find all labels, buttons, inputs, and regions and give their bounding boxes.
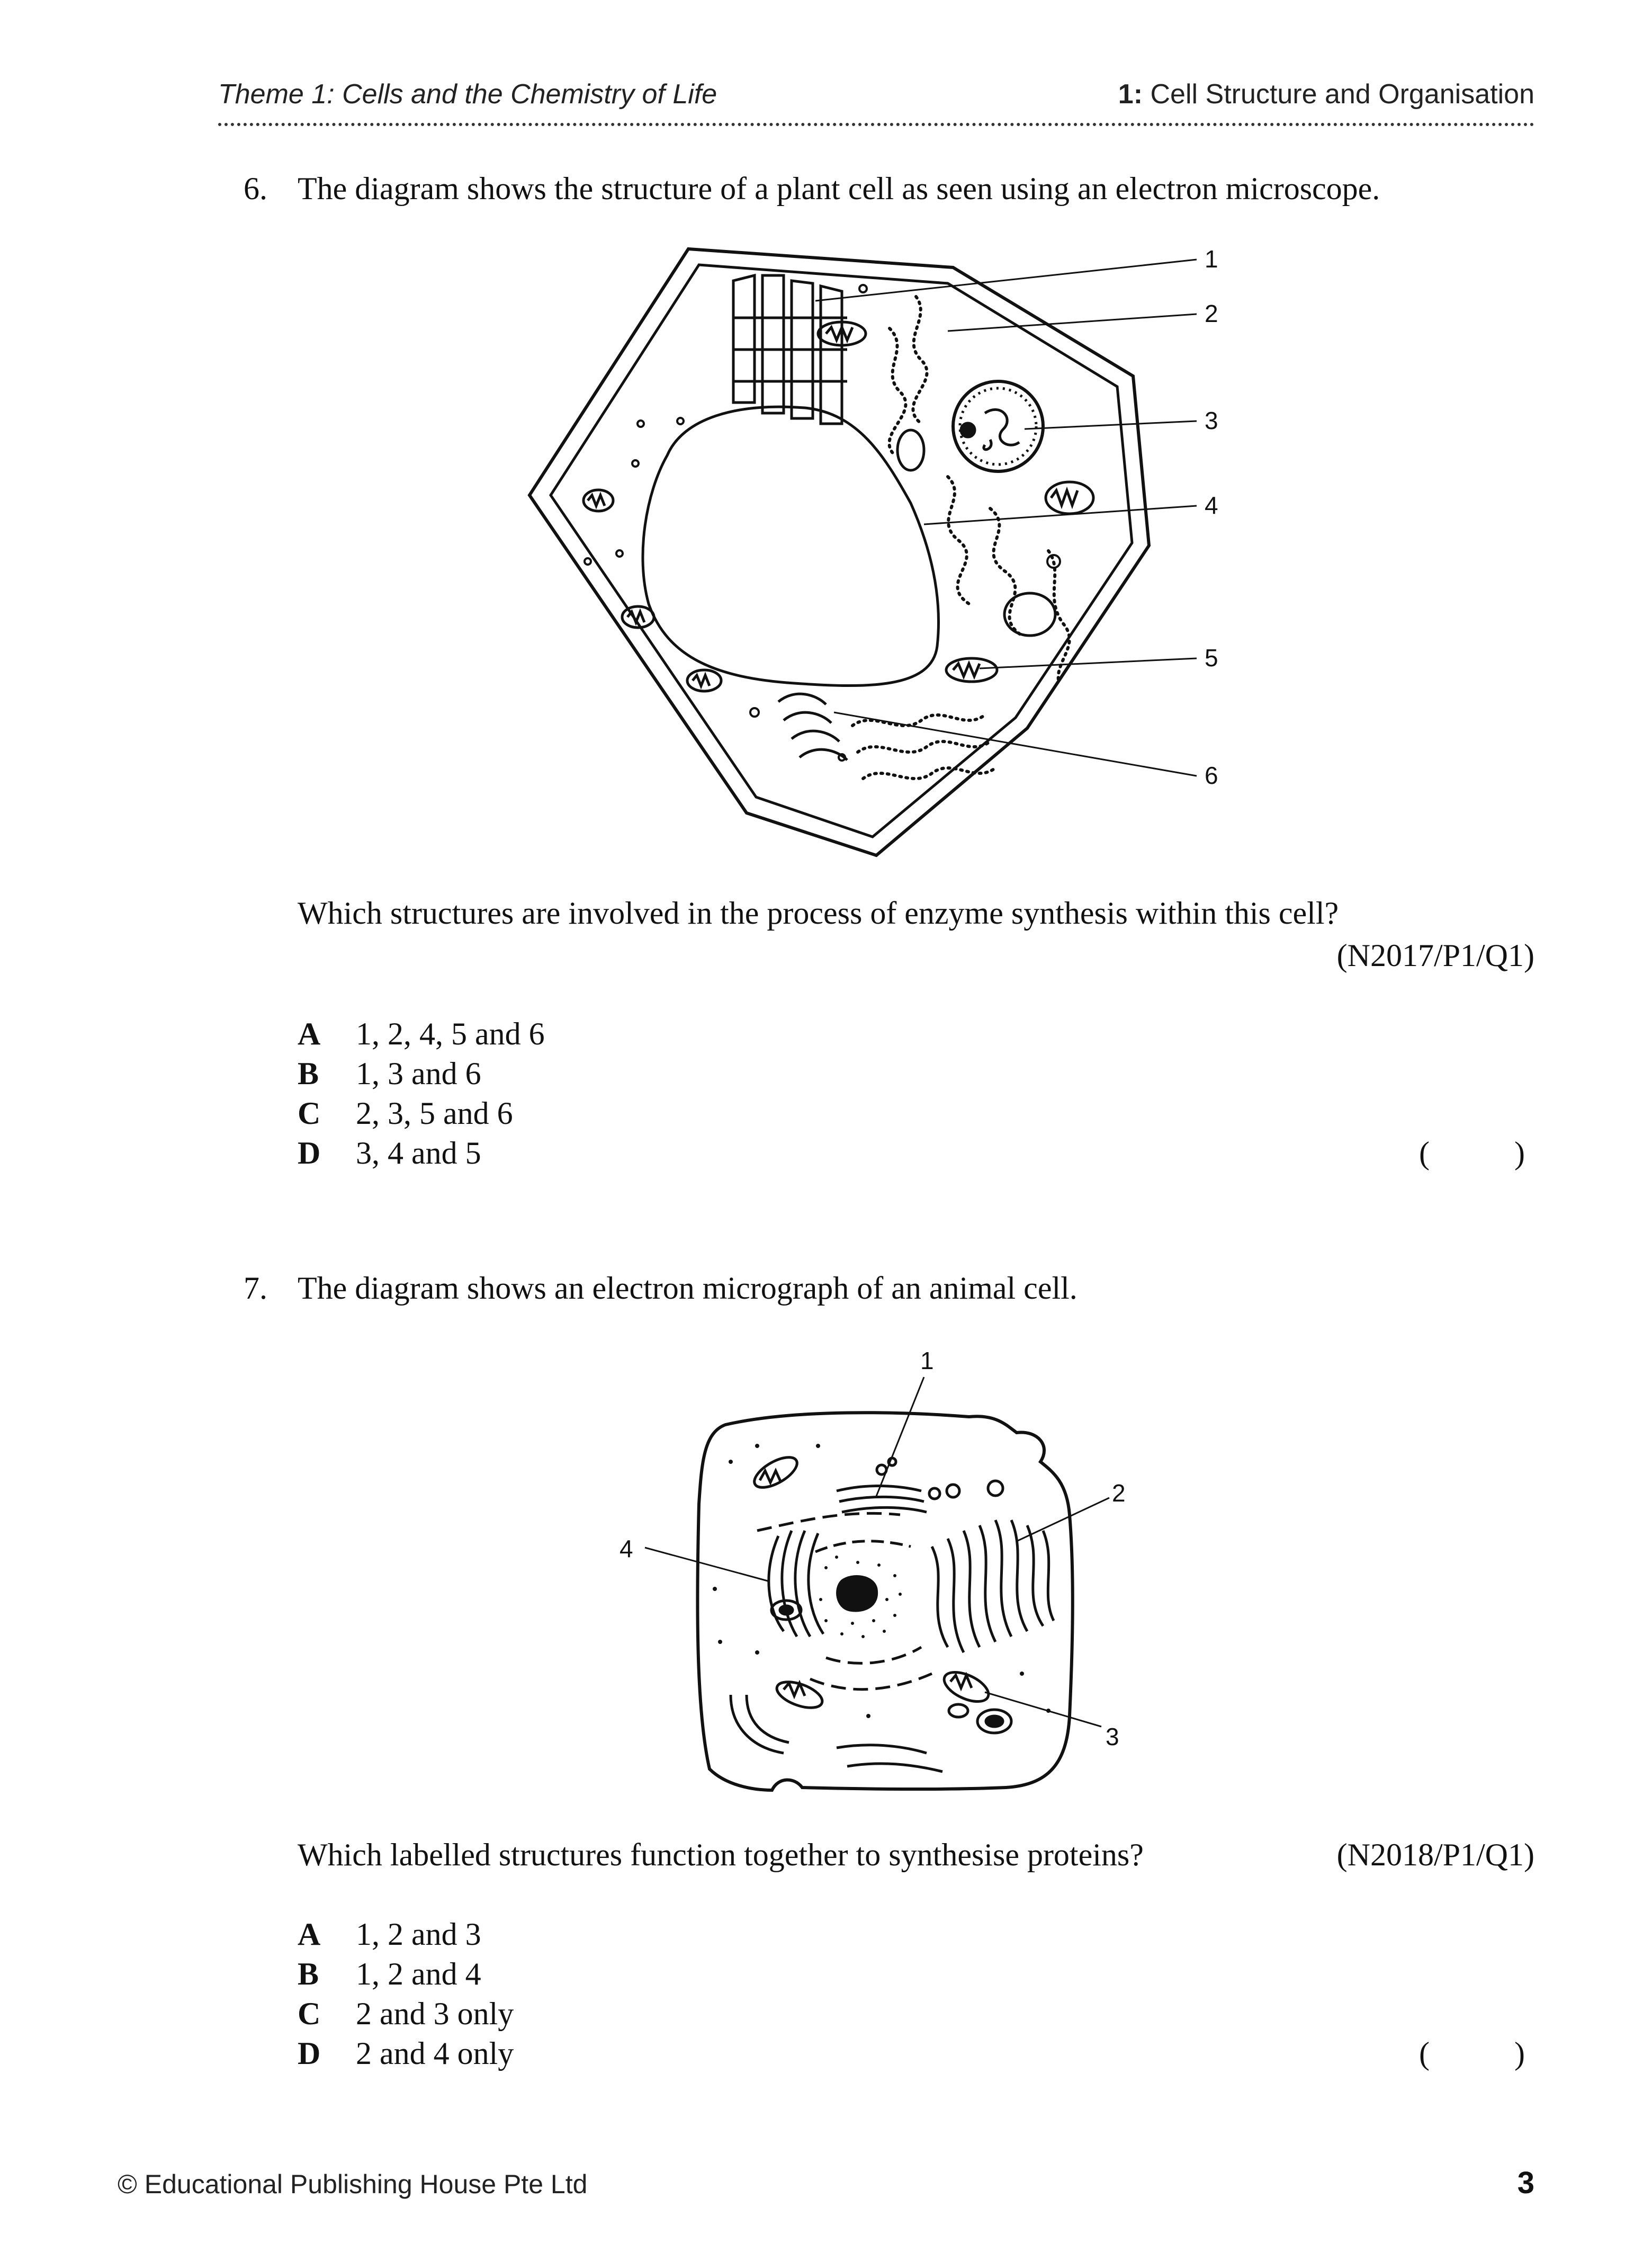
q6-option-a-letter: A <box>298 1016 321 1051</box>
q7-option-a-letter: A <box>298 1917 321 1952</box>
q7-option-d-text: 2 and 4 only <box>356 2036 514 2071</box>
q6-option-d-letter: D <box>298 1136 321 1170</box>
q7-option-b-text: 1, 2 and 4 <box>356 1956 481 1991</box>
q7-question: Which labelled structures function together to synthesise proteins? <box>298 1837 1144 1872</box>
q6-label-1: 1 <box>1205 245 1218 273</box>
q6-question: Which structures are involved in the process of enzyme synthesis within this cell? <box>298 896 1339 931</box>
chapter-number: 1: <box>1118 79 1143 110</box>
q7-option-d-letter: D <box>298 2036 321 2071</box>
q6-option-a <box>298 1016 545 1052</box>
header-divider <box>218 123 1534 126</box>
q6-label-6: 6 <box>1205 762 1218 789</box>
q6-option-b <box>298 1056 481 1092</box>
q7-stem: The diagram shows an electron micrograph of an animal cell. <box>298 1271 1078 1306</box>
q7-number: 7. <box>244 1271 267 1306</box>
q6-option-b-letter: B <box>298 1056 319 1091</box>
q6-option-b-text: 1, 3 and 6 <box>356 1056 481 1091</box>
running-header-theme: Theme 1: Cells and the Chemistry of Life <box>218 79 717 110</box>
q6-option-d-text: 3, 4 and 5 <box>356 1136 481 1170</box>
q7-bracket-open: ( <box>1419 2036 1430 2071</box>
q6-option-a-text: 1, 2, 4, 5 and 6 <box>356 1016 545 1051</box>
q7-reference: (N2018/P1/Q1) <box>1336 1837 1534 1872</box>
chapter-title: Cell Structure and Organisation <box>1150 79 1534 110</box>
q6-answer-box[interactable] <box>1419 1135 1525 1172</box>
q6-label-3: 3 <box>1205 407 1218 434</box>
q7-option-c-letter: C <box>298 1996 321 2031</box>
q6-stem: The diagram shows the structure of a plant cell as seen using an electron microscope. <box>298 171 1380 206</box>
q6-option-c-letter: C <box>298 1096 321 1131</box>
q6-label-5: 5 <box>1205 644 1218 672</box>
q6-bracket-open: ( <box>1419 1136 1430 1170</box>
q6-option-c <box>298 1095 513 1132</box>
q7-option-c <box>298 1996 514 2032</box>
q7-animal-cell-diagram <box>609 1335 1160 1801</box>
q7-option-d <box>298 2035 514 2072</box>
q7-option-a-text: 1, 2 and 3 <box>356 1917 481 1952</box>
q6-label-2: 2 <box>1205 300 1218 327</box>
q7-option-b <box>298 1956 481 1992</box>
q6-plant-cell-diagram <box>524 233 1255 879</box>
q7-label-3: 3 <box>1106 1723 1119 1750</box>
q7-label-2: 2 <box>1112 1479 1126 1507</box>
page-number: 3 <box>1517 2166 1534 2200</box>
q6-label-4: 4 <box>1205 491 1218 519</box>
q6-option-d <box>298 1135 481 1172</box>
footer-copyright: © Educational Publishing House Pte Ltd <box>118 2169 588 2199</box>
q7-option-c-text: 2 and 3 only <box>356 1996 514 2031</box>
q6-number: 6. <box>244 171 267 206</box>
running-header-chapter <box>1118 78 1534 110</box>
q7-answer-box[interactable] <box>1419 2035 1525 2072</box>
q7-option-b-letter: B <box>298 1956 319 1991</box>
q6-bracket-close: ) <box>1514 1136 1525 1170</box>
q6-option-c-text: 2, 3, 5 and 6 <box>356 1096 513 1131</box>
q6-reference: (N2017/P1/Q1) <box>1336 938 1534 973</box>
q7-bracket-close: ) <box>1514 2036 1525 2071</box>
q7-option-a <box>298 1916 481 1953</box>
q7-label-4: 4 <box>620 1535 633 1562</box>
q7-label-1: 1 <box>920 1347 934 1374</box>
